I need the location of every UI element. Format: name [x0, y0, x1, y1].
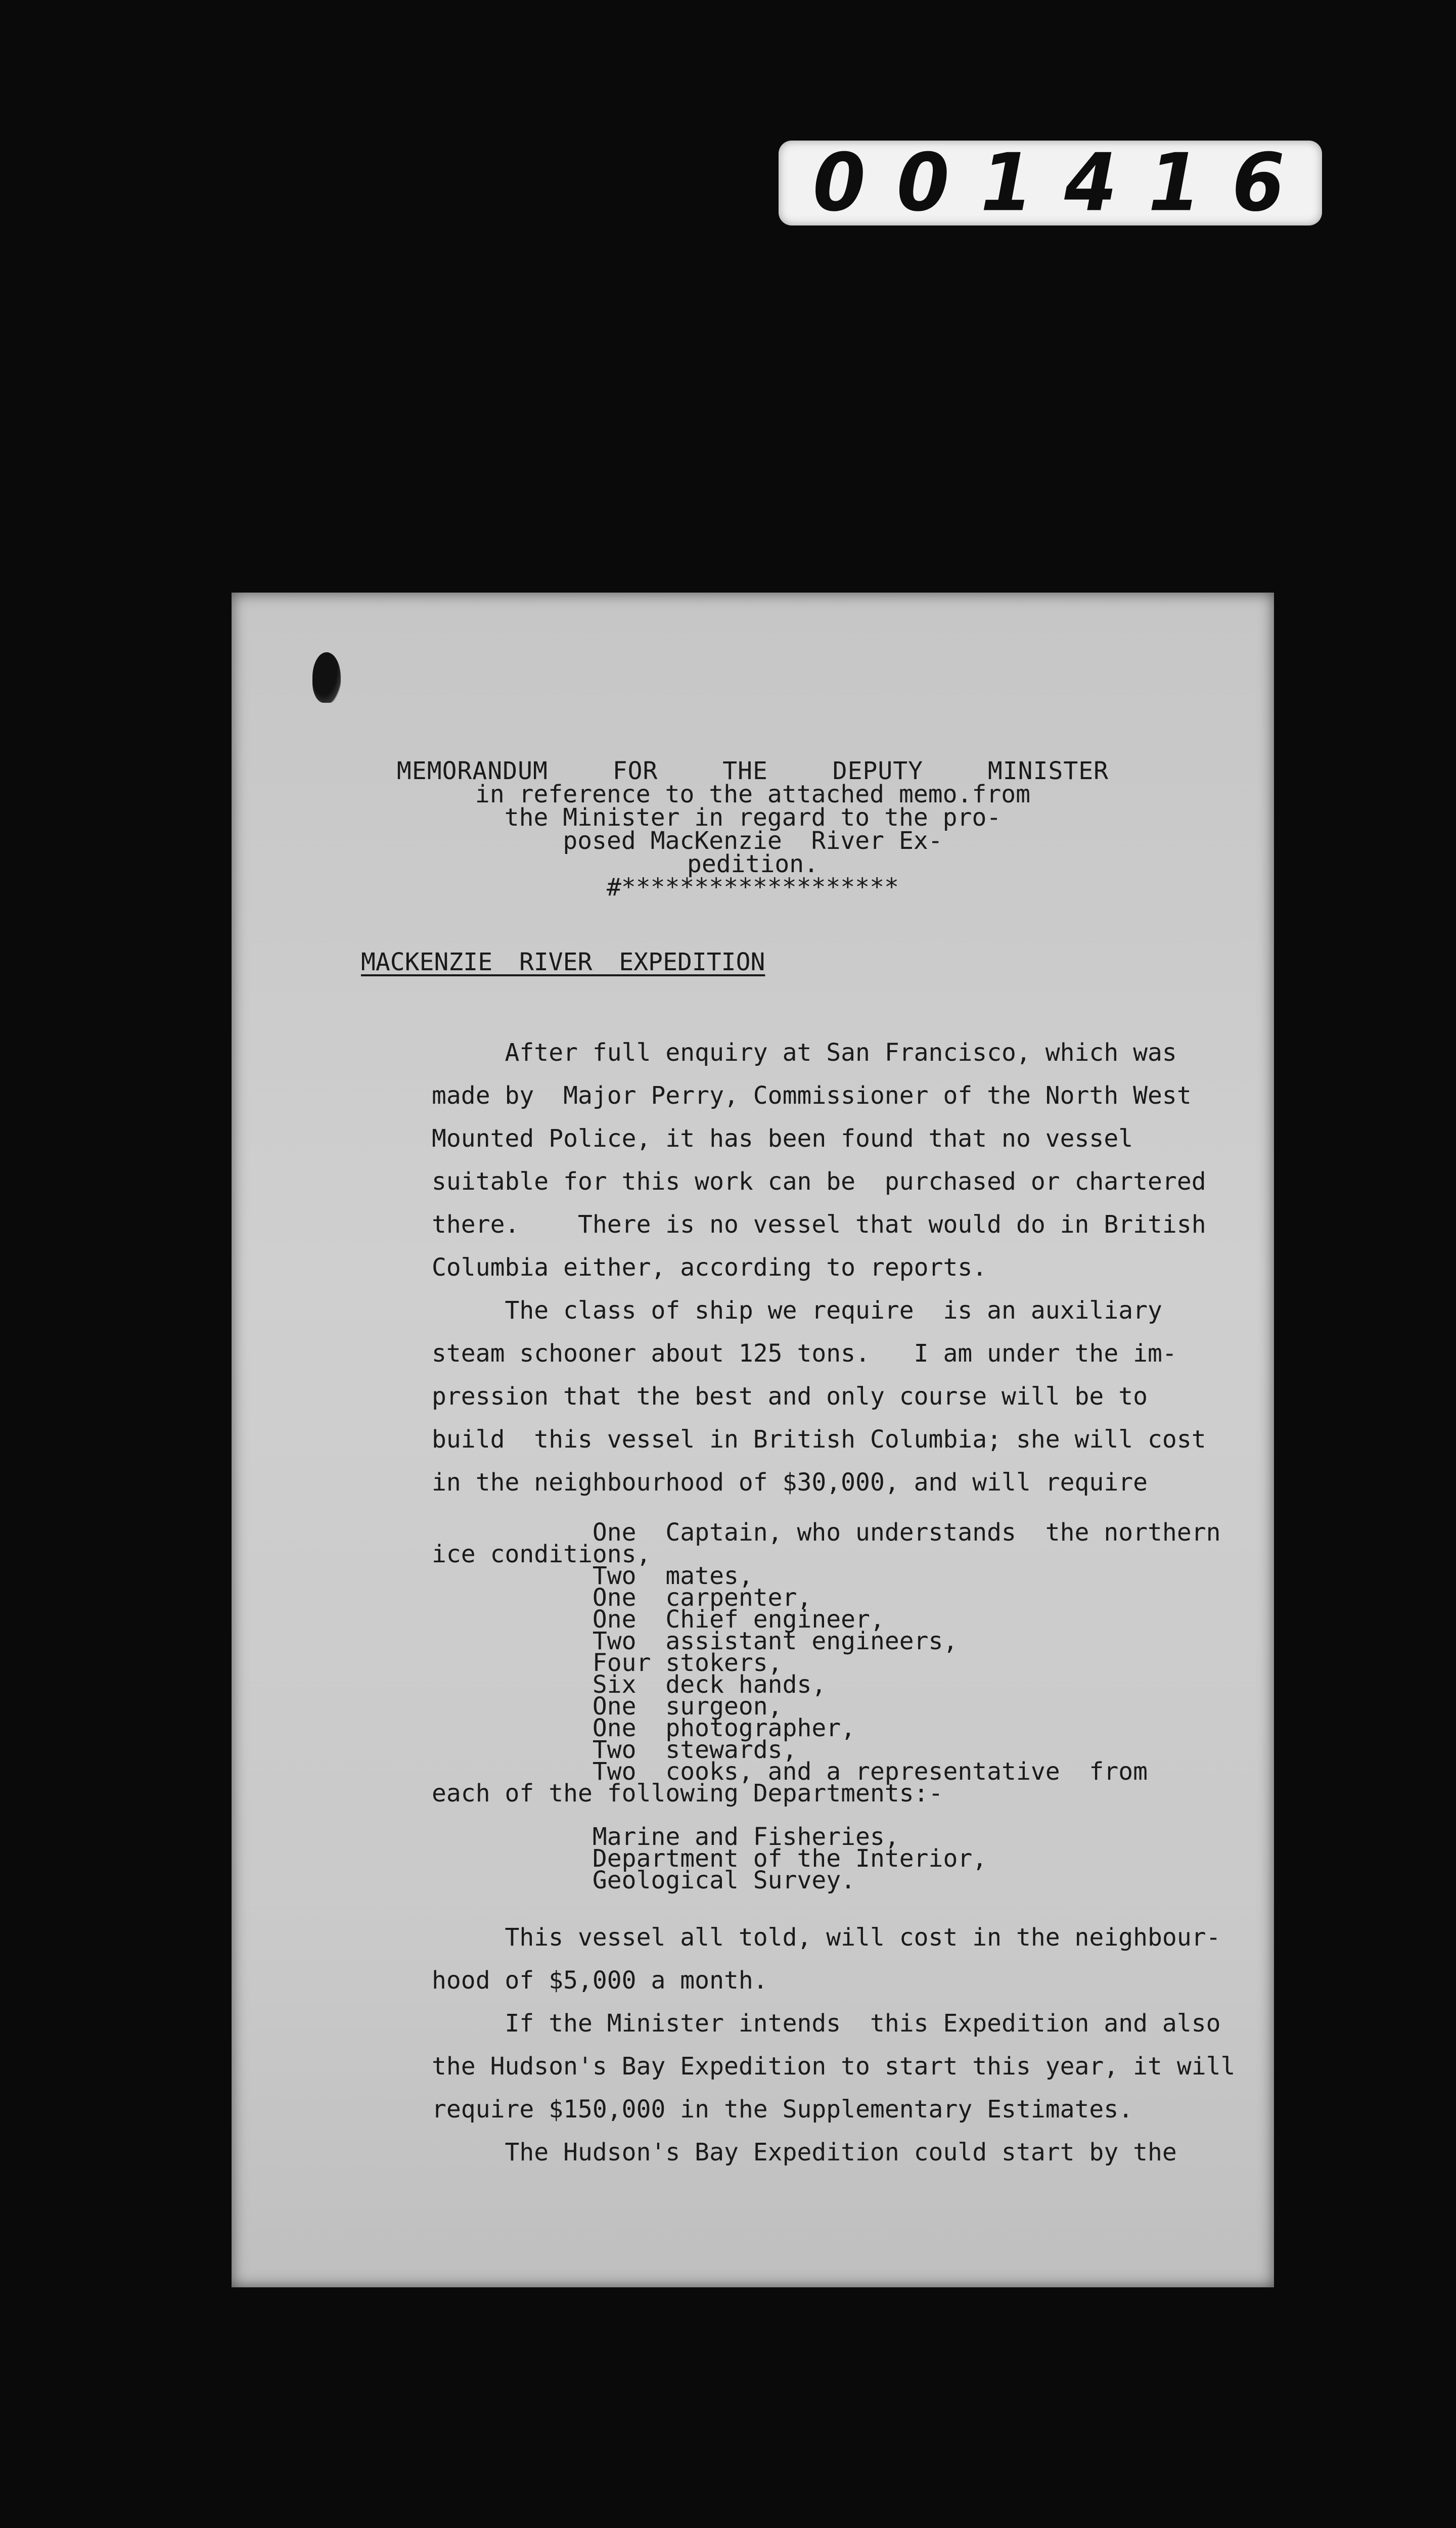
text-line: require $150,000 in the Supplementary Estimates. [432, 2095, 1133, 2124]
crew-line: ice conditions, [432, 1540, 651, 1568]
body-text [432, 1031, 1231, 1504]
memo-heading [232, 759, 1274, 899]
closing-text [432, 1916, 1251, 2174]
crew-list [432, 1518, 1241, 1894]
section-heading: MACKENZIE RIVER EXPEDITION [361, 948, 765, 976]
crew-line: each of the following Departments:- [432, 1779, 943, 1808]
crew-line: Marine and Fisheries, [432, 1823, 899, 1851]
crew-line: One Captain, who understands the northern [432, 1518, 1221, 1547]
crew-line: Four stokers, [432, 1649, 783, 1677]
text-line: Mounted Police, it has been found that no vessel [432, 1124, 1133, 1153]
crew-line: Geological Survey. [432, 1866, 856, 1894]
crew-line: Six deck hands, [432, 1671, 827, 1699]
memo-heading-line: #******************* [607, 873, 899, 901]
memo-heading-line: in reference to the attached memo.from [475, 780, 1031, 808]
text-line: pression that the best and only course will be to [432, 1382, 1148, 1411]
crew-line: One photographer, [432, 1714, 856, 1742]
text-line: hood of $5,000 a month. [432, 1966, 768, 1995]
frame-digit: 0 [812, 137, 869, 230]
crew-line: Two stewards, [432, 1736, 797, 1764]
text-line: After full enquiry at San Francisco, which was [432, 1039, 1177, 1067]
text-line: If the Minister intends this Expedition and also [432, 2009, 1221, 2038]
text-line: steam schooner about 125 tons. I am under the im- [432, 1339, 1177, 1368]
crew-line: Two assistant engineers, [432, 1627, 958, 1655]
text-line: the Hudson's Bay Expedition to start this year, it will [432, 2052, 1236, 2081]
crew-line: Two cooks, and a representative from [432, 1757, 1148, 1786]
text-line: The class of ship we require is an auxiliary [432, 1296, 1162, 1325]
crew-line: One Chief engineer, [432, 1605, 885, 1634]
frame-digit: 1 [1148, 137, 1204, 230]
frame-digit: 4 [1064, 137, 1120, 230]
text-line: The Hudson's Bay Expedition could start by the [432, 2138, 1177, 2166]
frame-number-label [779, 137, 1322, 230]
text-line: made by Major Perry, Commissioner of the North West [432, 1081, 1192, 1110]
document-page [232, 593, 1274, 2287]
text-line: suitable for this work can be purchased or chartered [432, 1167, 1206, 1196]
memo-heading-line: posed MacKenzie River Ex- [563, 827, 943, 855]
punch-hole-icon [312, 652, 341, 703]
text-line: there. There is no vessel that would do in British [432, 1210, 1206, 1239]
frame-digit: 1 [980, 137, 1036, 230]
frame-digit: 6 [1232, 137, 1288, 230]
crew-line: Department of the Interior, [432, 1844, 987, 1873]
memo-title: MEMORANDUM FOR THE DEPUTY MINISTER [396, 757, 1109, 785]
text-line: This vessel all told, will cost in the neighbour- [432, 1923, 1221, 1952]
memo-heading-line: the Minister in regard to the pro- [504, 803, 1002, 832]
text-line: Columbia either, according to reports. [432, 1253, 987, 1282]
memo-heading-line: pedition. [687, 850, 819, 878]
text-line: in the neighbourhood of $30,000, and will require [432, 1468, 1148, 1497]
frame-digit: 0 [896, 137, 952, 230]
text-line: build this vessel in British Columbia; she will cost [432, 1425, 1206, 1454]
crew-line: One surgeon, [432, 1692, 783, 1721]
crew-line: One carpenter, [432, 1584, 812, 1612]
crew-line: Two mates, [432, 1562, 753, 1590]
